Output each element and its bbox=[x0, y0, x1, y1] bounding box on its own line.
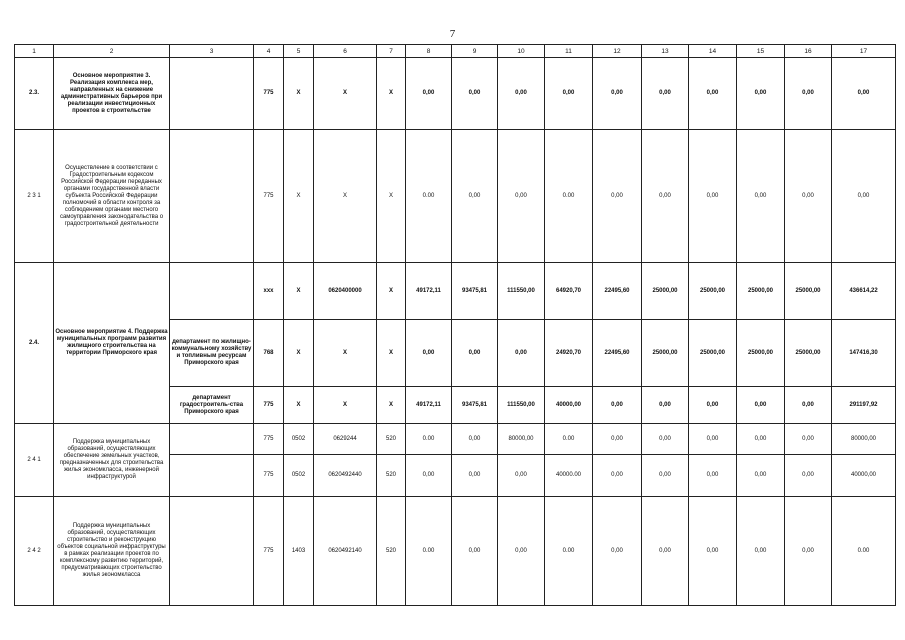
value-cell: 25000,00 bbox=[689, 263, 737, 320]
csr-cell: 0620492440 bbox=[314, 455, 377, 497]
csr-cell: X bbox=[314, 58, 377, 130]
value-cell: 0,00 bbox=[545, 58, 593, 130]
value-cell: 0,00 bbox=[642, 130, 689, 263]
value-cell: 0,00 bbox=[642, 455, 689, 497]
csr-cell: X bbox=[314, 130, 377, 263]
column-header: 12 bbox=[593, 45, 642, 58]
executor-cell bbox=[170, 424, 254, 455]
value-cell: 0,00 bbox=[689, 455, 737, 497]
csr-cell: X bbox=[314, 387, 377, 424]
value-cell: 0,00 bbox=[785, 424, 832, 455]
executor-cell bbox=[170, 58, 254, 130]
value-cell: 0,00 bbox=[737, 58, 785, 130]
value-cell: 0,00 bbox=[498, 130, 545, 263]
value-cell: 40000,00 bbox=[545, 387, 593, 424]
value-cell: 0,00 bbox=[737, 455, 785, 497]
value-cell: 0,00 bbox=[737, 497, 785, 606]
value-cell: 0,00 bbox=[498, 497, 545, 606]
column-header: 11 bbox=[545, 45, 593, 58]
column-header: 9 bbox=[452, 45, 498, 58]
vr-cell: X bbox=[377, 387, 406, 424]
total-cell: 40000,00 bbox=[832, 455, 896, 497]
grbs-cell: 775 bbox=[254, 455, 284, 497]
value-cell: 111550,00 bbox=[498, 387, 545, 424]
value-cell: 0,00 bbox=[642, 58, 689, 130]
value-cell: 22495,60 bbox=[593, 320, 642, 387]
value-cell: 24920,70 bbox=[545, 320, 593, 387]
row-title: Основное мероприятие 3. Реализация комплекса мер, направленных на снижение административных барьеров при реализации инвестиционных проектов в строительстве bbox=[54, 58, 170, 130]
grbs-cell: 775 bbox=[254, 130, 284, 263]
grbs-cell: 768 bbox=[254, 320, 284, 387]
executor-cell bbox=[170, 263, 254, 320]
value-cell: 0,00 bbox=[593, 387, 642, 424]
csr-cell: 0629244 bbox=[314, 424, 377, 455]
value-cell: 111550,00 bbox=[498, 263, 545, 320]
value-cell: 0,00 bbox=[452, 424, 498, 455]
grbs-cell: 775 bbox=[254, 497, 284, 606]
table-row bbox=[15, 58, 896, 130]
rzpr-cell: X bbox=[284, 130, 314, 263]
row-number: 2 4 2 bbox=[15, 497, 54, 606]
value-cell: 0,00 bbox=[785, 130, 832, 263]
grbs-cell: ххх bbox=[254, 263, 284, 320]
value-cell: 0,00 bbox=[593, 497, 642, 606]
value-cell: 49172,11 bbox=[406, 263, 452, 320]
column-header: 3 bbox=[170, 45, 254, 58]
rzpr-cell: 0502 bbox=[284, 455, 314, 497]
value-cell: 0,00 bbox=[737, 424, 785, 455]
vr-cell: X bbox=[377, 130, 406, 263]
value-cell: 0.00 bbox=[406, 497, 452, 606]
column-header: 6 bbox=[314, 45, 377, 58]
column-header: 16 bbox=[785, 45, 832, 58]
vr-cell: 520 bbox=[377, 455, 406, 497]
value-cell: 0.00 bbox=[545, 424, 593, 455]
rzpr-cell: X bbox=[284, 263, 314, 320]
program-table bbox=[14, 44, 896, 606]
value-cell: 0,00 bbox=[593, 455, 642, 497]
value-cell: 0.00 bbox=[406, 424, 452, 455]
column-header: 1 bbox=[15, 45, 54, 58]
value-cell: 0.00 bbox=[406, 130, 452, 263]
csr-cell: 0620492140 bbox=[314, 497, 377, 606]
value-cell: 25000,00 bbox=[785, 263, 832, 320]
column-header: 13 bbox=[642, 45, 689, 58]
table-row bbox=[15, 263, 896, 320]
column-header: 14 bbox=[689, 45, 737, 58]
value-cell: 40000.00 bbox=[545, 455, 593, 497]
rzpr-cell: X bbox=[284, 387, 314, 424]
value-cell: 0,00 bbox=[689, 424, 737, 455]
value-cell: 25000,00 bbox=[737, 320, 785, 387]
value-cell: 0,00 bbox=[452, 455, 498, 497]
column-header: 8 bbox=[406, 45, 452, 58]
value-cell: 0,00 bbox=[785, 497, 832, 606]
total-cell: 80000,00 bbox=[832, 424, 896, 455]
value-cell: 0,00 bbox=[452, 58, 498, 130]
value-cell: 0,00 bbox=[689, 130, 737, 263]
value-cell: 0,00 bbox=[737, 130, 785, 263]
column-header: 17 bbox=[832, 45, 896, 58]
column-header: 10 bbox=[498, 45, 545, 58]
header-row bbox=[15, 45, 896, 58]
total-cell: 0,00 bbox=[832, 130, 896, 263]
value-cell: 0,00 bbox=[498, 455, 545, 497]
vr-cell: X bbox=[377, 58, 406, 130]
value-cell: 25000,00 bbox=[689, 320, 737, 387]
grbs-cell: 775 bbox=[254, 424, 284, 455]
column-header: 4 bbox=[254, 45, 284, 58]
grbs-cell: 775 bbox=[254, 387, 284, 424]
value-cell: 0,00 bbox=[785, 455, 832, 497]
rzpr-cell: 1403 bbox=[284, 497, 314, 606]
column-header: 7 bbox=[377, 45, 406, 58]
table-row bbox=[15, 497, 896, 606]
csr-cell: 0620400000 bbox=[314, 263, 377, 320]
value-cell: 0.00 bbox=[545, 497, 593, 606]
value-cell: 0.00 bbox=[545, 130, 593, 263]
value-cell: 0,00 bbox=[785, 58, 832, 130]
total-cell: 0.00 bbox=[832, 497, 896, 606]
total-cell: 147416,30 bbox=[832, 320, 896, 387]
value-cell: 80000,00 bbox=[498, 424, 545, 455]
row-title: Поддержка муниципальных образований, осуществляющих строительство и реконструкцию объектов социальной инфраструктуры в рамках реализации проектов по комплексному развитию территорий, предусматривающих строительство жилья экономкласса bbox=[54, 497, 170, 606]
total-cell: 291197,92 bbox=[832, 387, 896, 424]
total-cell: 436614,22 bbox=[832, 263, 896, 320]
value-cell: 0,00 bbox=[737, 387, 785, 424]
value-cell: 0,00 bbox=[406, 58, 452, 130]
value-cell: 0,00 bbox=[406, 455, 452, 497]
total-cell: 0,00 bbox=[832, 58, 896, 130]
vr-cell: 520 bbox=[377, 424, 406, 455]
row-number: 2.3. bbox=[15, 58, 54, 130]
value-cell: 25000,00 bbox=[642, 263, 689, 320]
value-cell: 0,00 bbox=[642, 424, 689, 455]
row-title: Поддержка муниципальных образований, осуществляющих обеспечение земельных участков, предназначенных для строительства жилья экономкласса, инженерной инфраструктурой bbox=[54, 424, 170, 497]
value-cell: 0,00 bbox=[689, 58, 737, 130]
value-cell: 0,00 bbox=[785, 387, 832, 424]
value-cell: 0,00 bbox=[642, 497, 689, 606]
value-cell: 0,00 bbox=[689, 387, 737, 424]
value-cell: 0,00 bbox=[593, 58, 642, 130]
row-number: 2.4. bbox=[15, 263, 54, 424]
executor-cell bbox=[170, 130, 254, 263]
value-cell: 0,00 bbox=[406, 320, 452, 387]
value-cell: 25000,00 bbox=[737, 263, 785, 320]
row-title: Основное мероприятие 4. Поддержка муниципальных программ развития жилищного строительства на территории Приморского края bbox=[54, 263, 170, 424]
table-row bbox=[15, 130, 896, 263]
executor-cell: департамент градостроитель-ства Приморского края bbox=[170, 387, 254, 424]
rzpr-cell: X bbox=[284, 58, 314, 130]
value-cell: 0,00 bbox=[452, 130, 498, 263]
row-number: 2 4 1 bbox=[15, 424, 54, 497]
value-cell: 0,00 bbox=[593, 424, 642, 455]
executor-cell bbox=[170, 455, 254, 497]
table-row bbox=[15, 424, 896, 455]
value-cell: 0,00 bbox=[498, 320, 545, 387]
page-number: 7 bbox=[449, 28, 456, 40]
value-cell: 0,00 bbox=[498, 58, 545, 130]
value-cell: 93475,81 bbox=[452, 263, 498, 320]
rzpr-cell: X bbox=[284, 320, 314, 387]
row-title: Осуществление в соответствии с Градостроительным кодексом Российской Федерации переданных органами государственной власти субъекта Российской Федерации полномочий в области контроля за соблюдением органами местного самоуправления законодательства о градостроительной деятельности bbox=[54, 130, 170, 263]
value-cell: 93475,81 bbox=[452, 387, 498, 424]
vr-cell: X bbox=[377, 263, 406, 320]
value-cell: 0,00 bbox=[452, 320, 498, 387]
csr-cell: X bbox=[314, 320, 377, 387]
value-cell: 0,00 bbox=[689, 497, 737, 606]
column-header: 5 bbox=[284, 45, 314, 58]
value-cell: 25000,00 bbox=[785, 320, 832, 387]
vr-cell: X bbox=[377, 320, 406, 387]
value-cell: 25000,00 bbox=[642, 320, 689, 387]
column-header: 2 bbox=[54, 45, 170, 58]
value-cell: 64920,70 bbox=[545, 263, 593, 320]
value-cell: 0,00 bbox=[452, 497, 498, 606]
value-cell: 22495,60 bbox=[593, 263, 642, 320]
column-header: 15 bbox=[737, 45, 785, 58]
row-number: 2 3 1 bbox=[15, 130, 54, 263]
executor-cell: департамент по жилищно-коммунальному хозяйству и топливным ресурсам Приморского края bbox=[170, 320, 254, 387]
rzpr-cell: 0502 bbox=[284, 424, 314, 455]
executor-cell bbox=[170, 497, 254, 606]
vr-cell: 520 bbox=[377, 497, 406, 606]
value-cell: 49172,11 bbox=[406, 387, 452, 424]
grbs-cell: 775 bbox=[254, 58, 284, 130]
value-cell: 0,00 bbox=[642, 387, 689, 424]
value-cell: 0,00 bbox=[593, 130, 642, 263]
